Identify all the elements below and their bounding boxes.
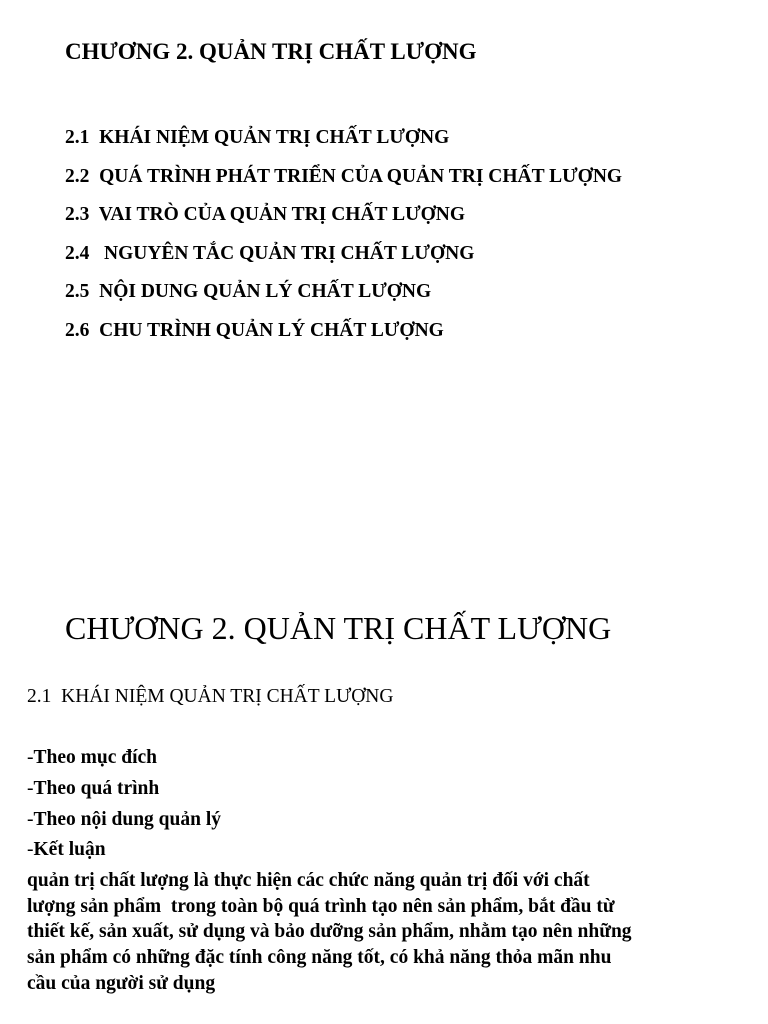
definition-line: quản trị chất lượng là thực hiện các chức năng quản trị đối với chất <box>27 870 590 891</box>
definition-line: cầu của người sử dụng <box>27 972 216 994</box>
dash-marker: - <box>27 777 34 799</box>
chapter-title-large: CHƯƠNG 2. QUẢN TRỊ CHẤT LƯỢNG <box>65 610 612 646</box>
toc-item-2-4: 2.4 NGUYÊN TẮC QUẢN TRỊ CHẤT LƯỢNG <box>65 242 475 264</box>
list-item <box>27 744 221 775</box>
definition-line: sản phẩm có những đặc tính công năng tốt, có khả năng thỏa mãn nhu <box>27 947 612 969</box>
section-subtitle: 2.1 KHÁI NIỆM QUẢN TRỊ CHẤT LƯỢNG <box>27 686 394 707</box>
toc-item-2-5: 2.5 NỘI DUNG QUẢN LÝ CHẤT LƯỢNG <box>65 281 432 303</box>
toc-item-2-3: 2.3 VAI TRÒ CỦA QUẢN TRỊ CHẤT LƯỢNG <box>65 204 466 226</box>
definition-line: thiết kế, sản xuất, sử dụng và bảo dưỡng sản phẩm, nhằm tạo nên những <box>27 921 632 943</box>
list-item-text: Theo quá trình <box>33 777 160 799</box>
dash-marker: - <box>27 747 34 768</box>
list-item-text: Theo mục đích <box>33 747 158 768</box>
list-item <box>27 775 221 806</box>
definition-paragraph <box>27 868 727 997</box>
list-item-text: Kết luận <box>33 839 106 861</box>
dash-marker: - <box>27 808 34 830</box>
chapter-title: CHƯƠNG 2. QUẢN TRỊ CHẤT LƯỢNG <box>65 39 477 64</box>
list-item <box>27 836 221 867</box>
dash-marker: - <box>27 839 34 861</box>
toc-item-2-6: 2.6 CHU TRÌNH QUẢN LÝ CHẤT LƯỢNG <box>65 319 444 341</box>
table-of-contents <box>65 124 622 356</box>
list-item <box>27 806 221 837</box>
toc-item-2-1: 2.1 KHÁI NIỆM QUẢN TRỊ CHẤT LƯỢNG <box>65 127 450 148</box>
list-item-text: Theo nội dung quản lý <box>33 808 222 830</box>
approach-list <box>27 744 221 867</box>
toc-item-2-2: 2.2 QUÁ TRÌNH PHÁT TRIỂN CỦA QUẢN TRỊ CHẤT LƯỢNG <box>65 165 623 187</box>
definition-line: lượng sản phẩm trong toàn bộ quá trình tạo nên sản phẩm, bắt đầu từ <box>27 895 615 917</box>
